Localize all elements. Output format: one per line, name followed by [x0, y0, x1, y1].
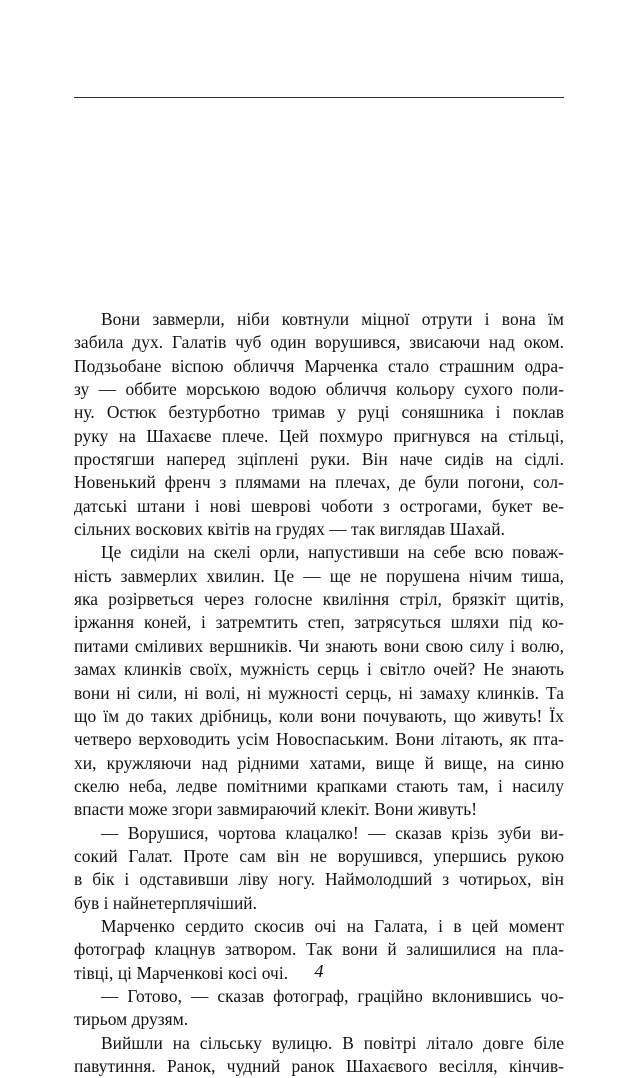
header-rule — [74, 97, 564, 98]
text-line: забила дух. Галатів чуб один ворушився, звисаючи над оком. — [74, 332, 564, 353]
text-line: іржання коней, і затремтить степ, затрясуться шляхи під ко- — [74, 612, 564, 633]
text-line: четверо верховодить усім Новоспаським. Вони літають, як пта- — [74, 729, 564, 750]
text-line: простягши наперед зціплені руки. Він наче сидів на сідлі. — [74, 449, 564, 470]
text-line: вони ні сили, ні волі, ні мужності серць, ні замаху клинків. Та — [74, 682, 564, 703]
text-line: Це сиділи на скелі орли, напустивши на себе всю поваж- — [101, 542, 564, 563]
text-line: сільних воскових квітів на грудях — так виглядав Шахай. — [74, 519, 506, 540]
text-line: Вийшли на сільську вулицю. В повітрі літало довге біле — [101, 1032, 564, 1053]
text-line: що їм до таких дрібниць, коли вони почувають, що живуть! Їх — [74, 705, 564, 726]
text-line: в бік і одставивши ліву ногу. Наймолодший з чотирьох, він — [74, 869, 564, 890]
text-line: Марченко сердито скосив очі на Галата, і в цей момент — [101, 915, 564, 936]
text-line: ність завмерлих хвилин. Це — ще не порушена нічим тиша, — [74, 565, 564, 586]
text-line: Вони завмерли, ніби ковтнули міцної отрути і вона їм — [101, 309, 564, 329]
text-line: Новенький френч з плямами на плечах, де були погони, сол- — [74, 472, 564, 493]
text-line: тирьом друзям. — [74, 1009, 189, 1030]
text-line: замах клинків своїх, мужність серць і світло очей? Не знають — [74, 659, 564, 680]
text-line: павутиння. Ранок, чудний ранок Шахаєвого весілля, кінчив- — [74, 1056, 564, 1076]
text-line: — Готово, — сказав фотограф, граційно вклонившись чо- — [101, 985, 564, 1006]
text-line: сокий Галат. Проте сам він не ворушився, упершись рукою — [74, 845, 564, 866]
text-line: датські штани і нові шеврові чоботи з острогами, букет ве- — [74, 495, 564, 516]
text-line: руку на Шахаєве плече. Цей похмуро пригнувся на стільці, — [74, 425, 564, 446]
text-line: — Ворушися, чортова клацалко! — сказав крізь зуби ви- — [101, 822, 564, 843]
text-line: Подзьобане віспою обличчя Марченка стало страшним одра- — [74, 355, 564, 376]
text-line: яка розірветься через голосне квиління стріл, брязкіт щитів, — [74, 589, 564, 610]
text-line: фотограф клацнув затвором. Так вони й залишилися на пла- — [74, 939, 564, 960]
text-line: скелю неба, ледве помітними крапками стають там, і насилу — [74, 775, 564, 796]
text-line: був і найнетерплячіший. — [74, 892, 258, 913]
text-line: ну. Остюк безтурботно тримав у руці соняшника і поклав — [74, 402, 564, 423]
text-line: зу — оббите морською водою обличчя кольору сухого поли- — [74, 379, 564, 400]
page-number: 4 — [314, 961, 324, 981]
text-line: тівці, ці Марченкові косі очі. — [74, 962, 289, 983]
text-line: впасти може згори завмираючий клекіт. Вони живуть! — [74, 799, 478, 820]
text-line: хи, кружляючи над рідними хатами, вище й вище, на синю — [74, 752, 564, 773]
text-line: питами сміливих вершників. Чи знають вони свою силу і волю, — [74, 635, 564, 656]
